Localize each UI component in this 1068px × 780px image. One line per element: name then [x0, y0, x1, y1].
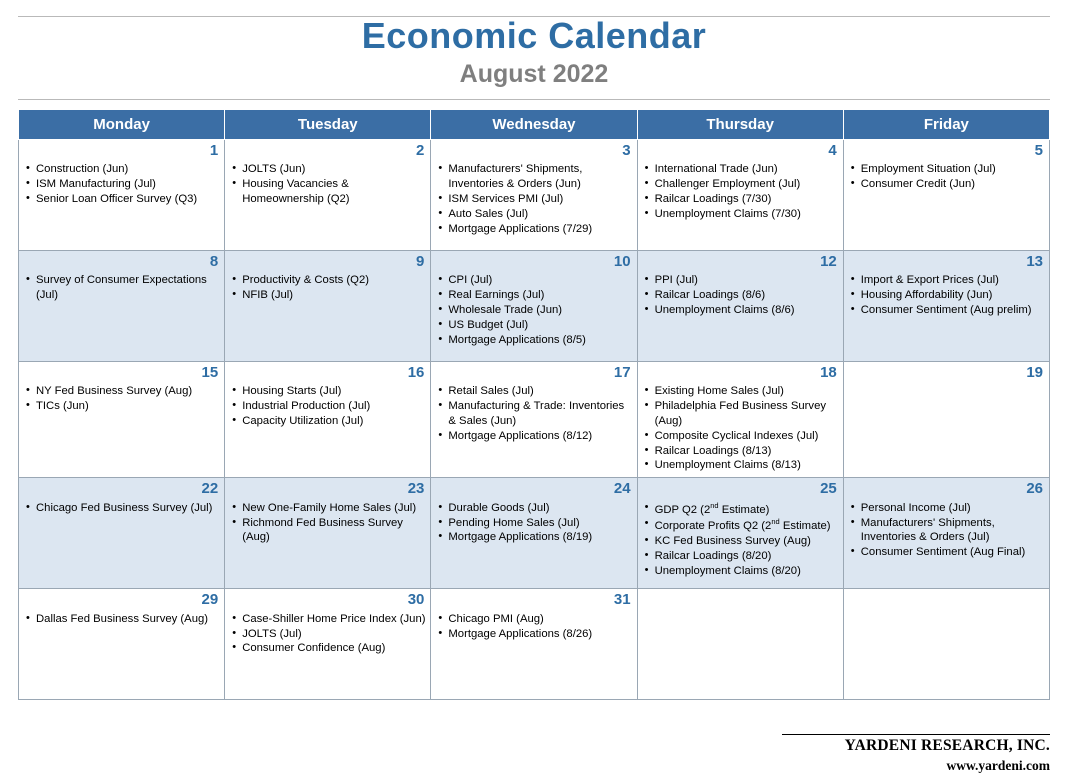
- calendar-day-cell[interactable]: [225, 478, 431, 589]
- event-item: • Manufacturers' Shipments, Inventories & Orders (Jun): [437, 162, 632, 192]
- event-item: • Unemployment Claims (8/6): [644, 303, 839, 318]
- event-list: [435, 162, 632, 237]
- event-item: • US Budget (Jul): [437, 318, 632, 333]
- weekday-header-monday: Monday: [19, 109, 225, 139]
- day-number: 13: [1026, 252, 1043, 270]
- event-item: • Industrial Production (Jul): [231, 399, 426, 414]
- calendar-week-row: [19, 361, 1050, 478]
- calendar-day-cell[interactable]: [637, 361, 843, 478]
- day-number: 17: [613, 363, 631, 381]
- event-list: [229, 612, 426, 657]
- event-item: • Real Earnings (Jul): [437, 288, 632, 303]
- event-item: • Richmond Fed Business Survey (Aug): [231, 516, 426, 546]
- event-item: • ISM Services PMI (Jul): [437, 192, 632, 207]
- weekday-header-row: [19, 109, 1050, 139]
- calendar-week-row: [19, 478, 1050, 589]
- weekday-header-tuesday: Tuesday: [225, 109, 431, 139]
- footer-company: YARDENI RESEARCH, INC.: [844, 737, 1050, 754]
- footer-divider: [782, 734, 1050, 735]
- day-number: 31: [613, 591, 631, 609]
- day-number: 16: [407, 363, 425, 381]
- event-item: • Chicago Fed Business Survey (Jul): [25, 501, 220, 516]
- calendar-day-cell[interactable]: [637, 478, 843, 589]
- event-item: • Durable Goods (Jul): [437, 501, 632, 516]
- calendar-day-cell[interactable]: [431, 139, 637, 250]
- event-item: • Consumer Sentiment (Aug Final): [850, 545, 1045, 560]
- event-item: • ISM Manufacturing (Jul): [25, 177, 220, 192]
- calendar-day-cell[interactable]: [225, 250, 431, 361]
- event-item: • Philadelphia Fed Business Survey (Aug): [644, 399, 839, 429]
- event-list: [23, 162, 220, 207]
- page-subtitle: August 2022: [459, 60, 609, 89]
- event-item: • Housing Vacancies & Homeownership (Q2): [231, 177, 426, 207]
- event-item: • Challenger Employment (Jul): [644, 177, 839, 192]
- event-item: • Dallas Fed Business Survey (Aug): [25, 612, 220, 627]
- day-number: 24: [613, 480, 631, 498]
- calendar-day-cell[interactable]: [843, 250, 1049, 361]
- calendar-day-cell[interactable]: [843, 361, 1049, 478]
- event-item: • Capacity Utilization (Jul): [231, 414, 426, 429]
- event-list: [642, 501, 839, 579]
- calendar-day-cell[interactable]: [19, 589, 225, 700]
- day-number: 3: [622, 141, 631, 159]
- footer: [782, 734, 1050, 774]
- day-number: 15: [201, 363, 219, 381]
- calendar-week-row: [19, 250, 1050, 361]
- event-list: [23, 501, 220, 516]
- weekday-header-thursday: Thursday: [637, 109, 843, 139]
- event-item: • New One-Family Home Sales (Jul): [231, 501, 426, 516]
- event-item: • Manufacturers' Shipments, Inventories & Orders (Jul): [850, 516, 1045, 546]
- calendar-day-cell[interactable]: [19, 478, 225, 589]
- event-item: • Pending Home Sales (Jul): [437, 516, 632, 531]
- event-list: [229, 162, 426, 207]
- day-number: 8: [209, 252, 219, 270]
- event-item: • Corporate Profits Q2 (2nd Estimate): [644, 517, 839, 534]
- weekday-header-friday: Friday: [843, 109, 1049, 139]
- day-number: 23: [407, 480, 425, 498]
- event-item: • NY Fed Business Survey (Aug): [25, 384, 220, 399]
- event-item: • Senior Loan Officer Survey (Q3): [25, 192, 220, 207]
- event-item: • Case-Shiller Home Price Index (Jun): [231, 612, 426, 627]
- calendar-week-row: [19, 139, 1050, 250]
- event-item: • Railcar Loadings (8/20): [644, 549, 839, 564]
- calendar-day-cell[interactable]: [19, 139, 225, 250]
- event-list: [23, 384, 220, 414]
- event-item: • International Trade (Jun): [644, 162, 839, 177]
- day-number: 5: [1034, 141, 1043, 159]
- event-item: • Mortgage Applications (8/19): [437, 530, 632, 545]
- calendar-day-cell[interactable]: [637, 250, 843, 361]
- header-divider: [18, 99, 1050, 100]
- event-item: • Consumer Sentiment (Aug prelim): [850, 303, 1045, 318]
- day-number: 1: [209, 141, 219, 159]
- calendar-day-cell[interactable]: [843, 139, 1049, 250]
- event-list: [435, 501, 632, 546]
- calendar-day-cell[interactable]: [225, 139, 431, 250]
- day-number: 2: [416, 141, 425, 159]
- event-list: [435, 612, 632, 642]
- day-number: 22: [201, 480, 219, 498]
- calendar-day-cell[interactable]: [637, 139, 843, 250]
- day-number: 12: [820, 252, 837, 270]
- day-number: 18: [820, 363, 837, 381]
- calendar-page: [0, 14, 1068, 780]
- day-number: 26: [1026, 480, 1043, 498]
- event-list: [23, 612, 220, 627]
- day-number: 9: [416, 252, 425, 270]
- event-item: • Wholesale Trade (Jun): [437, 303, 632, 318]
- event-list: [642, 273, 839, 318]
- event-item: • Employment Situation (Jul): [850, 162, 1045, 177]
- calendar-day-cell[interactable]: [843, 478, 1049, 589]
- economic-calendar-table: [18, 109, 1050, 701]
- footer-website[interactable]: www.yardeni.com: [946, 758, 1050, 773]
- event-item: • NFIB (Jul): [231, 288, 426, 303]
- calendar-day-cell[interactable]: [431, 250, 637, 361]
- event-item: • Railcar Loadings (7/30): [644, 192, 839, 207]
- event-item: • Unemployment Claims (7/30): [644, 207, 839, 222]
- day-number: 19: [1026, 363, 1043, 381]
- event-list: [848, 501, 1045, 561]
- event-item: • Composite Cyclical Indexes (Jul): [644, 429, 839, 444]
- event-item: • Railcar Loadings (8/13): [644, 444, 839, 459]
- event-item: • Housing Starts (Jul): [231, 384, 426, 399]
- event-item: • Personal Income (Jul): [850, 501, 1045, 516]
- calendar-day-cell[interactable]: [431, 589, 637, 700]
- event-list: [642, 162, 839, 222]
- event-item: • Chicago PMI (Aug): [437, 612, 632, 627]
- weekday-header-wednesday: Wednesday: [431, 109, 637, 139]
- day-number: 10: [613, 252, 631, 270]
- calendar-empty-cell: [843, 589, 1049, 700]
- event-item: • GDP Q2 (2nd Estimate): [644, 501, 839, 518]
- event-item: • Existing Home Sales (Jul): [644, 384, 839, 399]
- event-list: [848, 162, 1045, 192]
- event-item: • Mortgage Applications (7/29): [437, 222, 632, 237]
- calendar-day-cell[interactable]: [19, 361, 225, 478]
- page-title: Economic Calendar: [361, 15, 707, 56]
- event-item: • Consumer Credit (Jun): [850, 177, 1045, 192]
- event-list: [642, 384, 839, 473]
- event-item: • Mortgage Applications (8/26): [437, 627, 632, 642]
- event-list: [229, 501, 426, 546]
- calendar-empty-cell: [637, 589, 843, 700]
- event-list: [435, 384, 632, 444]
- event-list: [229, 273, 426, 303]
- day-number: 4: [828, 141, 837, 159]
- event-item: • Mortgage Applications (8/5): [437, 333, 632, 348]
- calendar-day-cell[interactable]: [225, 361, 431, 478]
- event-item: • Auto Sales (Jul): [437, 207, 632, 222]
- event-item: • KC Fed Business Survey (Aug): [644, 534, 839, 549]
- calendar-day-cell[interactable]: [225, 589, 431, 700]
- event-item: • Mortgage Applications (8/12): [437, 429, 632, 444]
- day-number: 25: [820, 480, 837, 498]
- event-list: [229, 384, 426, 429]
- day-number: 29: [201, 591, 219, 609]
- event-item: • JOLTS (Jun): [231, 162, 426, 177]
- calendar-day-cell[interactable]: [431, 478, 637, 589]
- calendar-week-row: [19, 589, 1050, 700]
- event-item: • Unemployment Claims (8/13): [644, 458, 839, 473]
- event-item: • TICs (Jun): [25, 399, 220, 414]
- calendar-day-cell[interactable]: [19, 250, 225, 361]
- event-item: • JOLTS (Jul): [231, 627, 426, 642]
- event-item: • Survey of Consumer Expectations (Jul): [25, 273, 220, 303]
- day-number: 30: [407, 591, 425, 609]
- event-item: • Unemployment Claims (8/20): [644, 564, 839, 579]
- event-item: • PPI (Jul): [644, 273, 839, 288]
- event-item: • Retail Sales (Jul): [437, 384, 632, 399]
- event-item: • Housing Affordability (Jun): [850, 288, 1045, 303]
- event-item: • Construction (Jun): [25, 162, 220, 177]
- event-list: [23, 273, 220, 303]
- event-item: • CPI (Jul): [437, 273, 632, 288]
- event-list: [435, 273, 632, 348]
- event-item: • Import & Export Prices (Jul): [850, 273, 1045, 288]
- event-item: • Productivity & Costs (Q2): [231, 273, 426, 288]
- calendar-day-cell[interactable]: [431, 361, 637, 478]
- event-list: [848, 273, 1045, 318]
- calendar-body: [19, 139, 1050, 700]
- event-item: • Consumer Confidence (Aug): [231, 641, 426, 656]
- event-item: • Railcar Loadings (8/6): [644, 288, 839, 303]
- event-item: • Manufacturing & Trade: Inventories & Sales (Jun): [437, 399, 632, 429]
- top-divider: [18, 16, 1050, 17]
